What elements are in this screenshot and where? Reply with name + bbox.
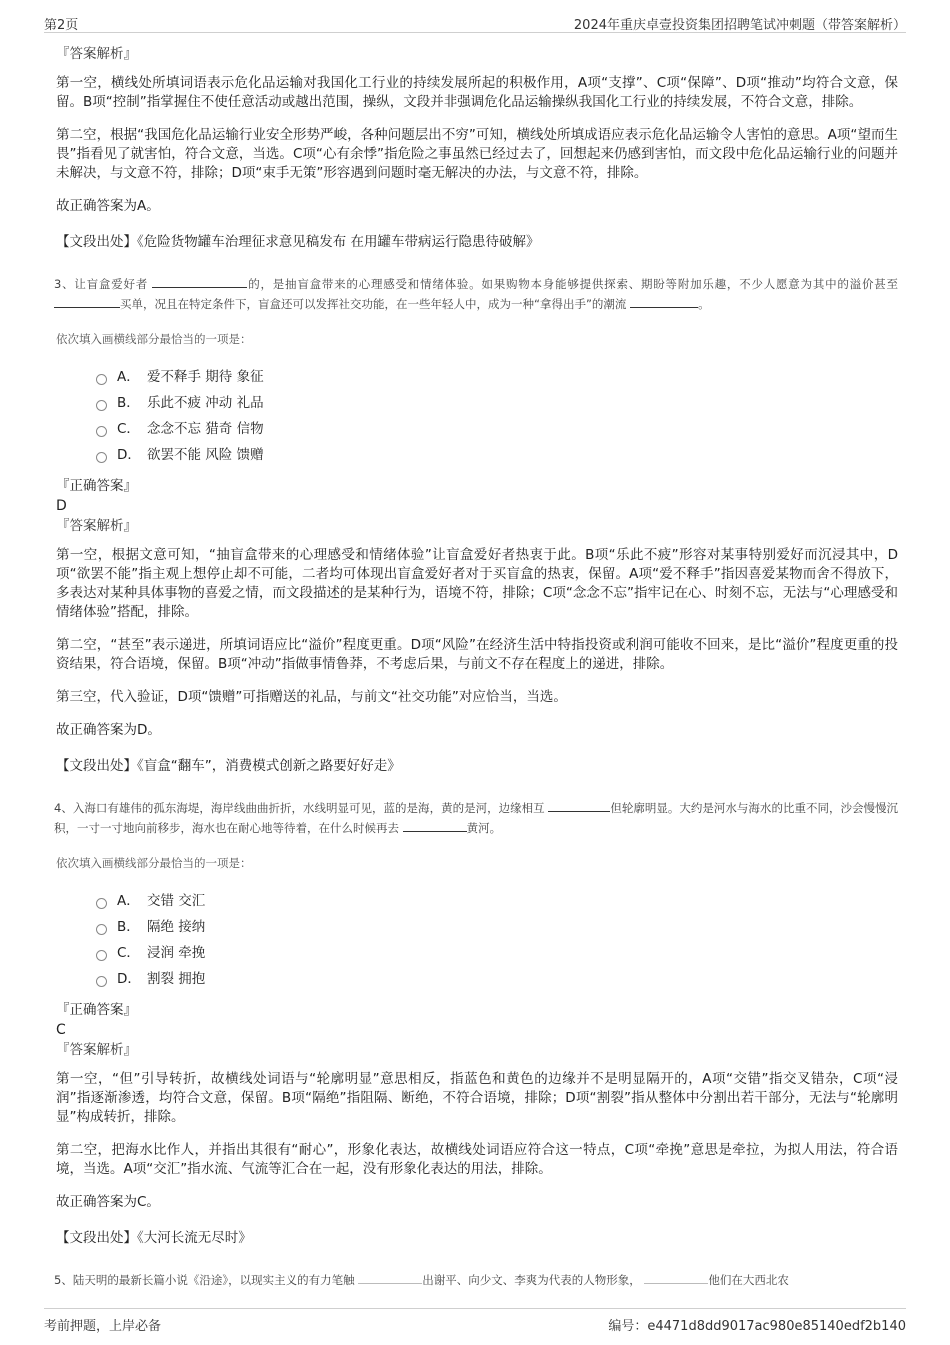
radio-icon[interactable] bbox=[96, 950, 107, 961]
radio-icon[interactable] bbox=[96, 924, 107, 935]
answer-analysis-label: 『答案解析』 bbox=[56, 1042, 137, 1058]
option-list bbox=[96, 888, 898, 992]
passage-source: 【文段出处】《盲盒“翻车”，消费模式创新之路要好好走》 bbox=[56, 758, 401, 774]
analysis-conclusion: 故正确答案为D。 bbox=[56, 722, 161, 738]
radio-icon[interactable] bbox=[96, 400, 107, 411]
radio-icon[interactable] bbox=[96, 898, 107, 909]
passage-source: 【文段出处】《危险货物罐车治理征求意见稿发布 在用罐车带病运行隐患待破解》 bbox=[56, 234, 540, 250]
fill-blank bbox=[548, 799, 610, 812]
page-footer bbox=[44, 1308, 906, 1335]
fill-blank bbox=[152, 275, 247, 288]
document-id: 编号：e4471d8dd9017ac980e85140edf2b140 bbox=[608, 1319, 906, 1334]
page-content bbox=[56, 44, 898, 1292]
option-b[interactable]: B． 隔绝 接纳 bbox=[96, 914, 898, 940]
question-prompt: 依次填入画横线部分最恰当的一项是： bbox=[56, 856, 252, 870]
page-number: 第2页 bbox=[44, 18, 79, 33]
option-c[interactable]: C． 念念不忘 猎奇 信物 bbox=[96, 416, 898, 442]
analysis-paragraph: 第二空，“甚至”表示递进，所填词语应比“溢价”程度更重。D项“风险”在经济生活中特指投资或利润可能收不回来，是比“溢价”程度更重的投资结果，符合语境，保留。B项“冲动”指做事情鲁莽，不考虑后果，与前文不存在程度上的递进，排除。 bbox=[56, 637, 898, 672]
analysis-paragraph: 第二空，根据“我国危化品运输行业安全形势严峻，各种问题层出不穷”可知，横线处所填成语应表示危化品运输令人害怕的意思。A项“望而生畏”指看见了就害怕，符合文意，当选。C项“心有余悸”指危险之事虽然已经过去了，回想起来仍感到害怕，而文段中危化品运输行业的问题并未解决，与文意不符，排除；D项“束手无策”形容遇到问题时毫无解决的办法，与文意不符，排除。 bbox=[56, 127, 898, 181]
analysis-paragraph: 第一空，横线处所填词语表示危化品运输对我国化工行业的持续发展所起的积极作用，A项“支撑”、C项“保障”、D项“推动”均符合文意，保留。B项“控制”指掌握住不使任意活动或越出范围，操纵，文段并非强调危化品运输操纵我国化工行业的持续发展，不符合文意，排除。 bbox=[56, 75, 898, 110]
analysis-conclusion: 故正确答案为C。 bbox=[56, 1194, 160, 1210]
radio-icon[interactable] bbox=[96, 426, 107, 437]
fill-blank bbox=[644, 1271, 708, 1284]
question-stem: 5、陆天明的最新长篇小说《沿途》，以现实主义的有力笔触 出谢平、向少文、李爽为代表的人物形象， 他们在大西北农 bbox=[54, 1273, 789, 1287]
document-title: 2024年重庆卓壹投资集团招聘笔试冲刺题（带答案解析） bbox=[573, 18, 906, 33]
correct-answer-label: 『正确答案』 bbox=[56, 1002, 137, 1018]
option-d[interactable]: D． 割裂 拥抱 bbox=[96, 966, 898, 992]
radio-icon[interactable] bbox=[96, 374, 107, 385]
fill-blank bbox=[403, 819, 467, 832]
answer-analysis-label: 『答案解析』 bbox=[56, 46, 137, 62]
correct-answer-label: 『正确答案』 bbox=[56, 478, 137, 494]
question-stem: 3、让盲盒爱好者 的，是抽盲盒带来的心理感受和情绪体验。如果购物本身能够提供探索、期盼等附加乐趣，不少人愿意为其中的溢价甚至 买单，况且在特定条件下，盲盒还可以发挥社交功能，在一些年轻人中，成为一种“拿得出手”的潮流 。 bbox=[54, 277, 898, 311]
analysis-paragraph: 第一空，“但”引导转折，故横线处词语与“轮廓明显”意思相反，指蓝色和黄色的边缘并不是明显隔开的，A项“交错”指交叉错杂，C项“浸润”指逐渐渗透，均符合文意，保留。B项“隔绝”指阻隔、断绝，不符合语境，排除；D项“割裂”指从整体中分割出若干部分，无法与“轮廓明显”构成转折，排除。 bbox=[56, 1071, 898, 1125]
radio-icon[interactable] bbox=[96, 452, 107, 463]
analysis-paragraph: 第二空，把海水比作人，并指出其很有“耐心”，形象化表达，故横线处词语应符合这一特点，C项“牵挽”意思是牵拉，为拟人用法，符合语境，当选。A项“交汇”指水流、气流等汇合在一起，没有形象化表达的用法，排除。 bbox=[56, 1142, 898, 1177]
page-header bbox=[44, 10, 906, 33]
analysis-paragraph: 第三空，代入验证，D项“馈赠”可指赠送的礼品，与前文“社交功能”对应恰当，当选。 bbox=[56, 689, 567, 705]
option-list bbox=[96, 364, 898, 468]
option-b[interactable]: B． 乐此不疲 冲动 礼品 bbox=[96, 390, 898, 416]
answer-analysis-label: 『答案解析』 bbox=[56, 518, 137, 534]
option-d[interactable]: D． 欲罢不能 风险 馈赠 bbox=[96, 442, 898, 468]
fill-blank bbox=[54, 295, 120, 308]
analysis-paragraph: 第一空，根据文意可知，“抽盲盒带来的心理感受和情绪体验”让盲盒爱好者热衷于此。B项“乐此不疲”形容对某事特别爱好而沉浸其中，D项“欲罢不能”指主观上想停止却不可能，二者均可体现出盲盒爱好者对于买盲盒的热衷，保留。A项“爱不释手”指因喜爱某物而舍不得放下，多表达对某种具体事物的喜爱之情，而文段描述的是某种行为，语境不符，排除；C项“念念不忘”指牢记在心、时刻不忘，无法与“心理感受和情绪体验”搭配，排除。 bbox=[56, 547, 898, 620]
fill-blank bbox=[358, 1271, 422, 1284]
option-a[interactable]: A． 交错 交汇 bbox=[96, 888, 898, 914]
option-a[interactable]: A． 爱不释手 期待 象征 bbox=[96, 364, 898, 390]
analysis-conclusion: 故正确答案为A。 bbox=[56, 198, 160, 214]
footer-slogan: 考前押题，上岸必备 bbox=[44, 1319, 162, 1334]
correct-answer-value: C bbox=[56, 1022, 66, 1038]
fill-blank bbox=[630, 295, 698, 308]
radio-icon[interactable] bbox=[96, 976, 107, 987]
option-c[interactable]: C． 浸润 牵挽 bbox=[96, 940, 898, 966]
question-prompt: 依次填入画横线部分最恰当的一项是： bbox=[56, 332, 252, 346]
passage-source: 【文段出处】《大河长流无尽时》 bbox=[56, 1230, 252, 1246]
question-stem: 4、入海口有雄伟的孤东海堤，海岸线曲曲折折，水线明显可见，蓝的是海，黄的是河，边缘相互 但轮廓明显。大约是河水与海水的比重不同，沙会慢慢沉积，一寸一寸地向前移步，海水也在耐心地等待着，在什么时候再去 黄河。 bbox=[54, 801, 899, 835]
correct-answer-value: D bbox=[56, 498, 67, 514]
